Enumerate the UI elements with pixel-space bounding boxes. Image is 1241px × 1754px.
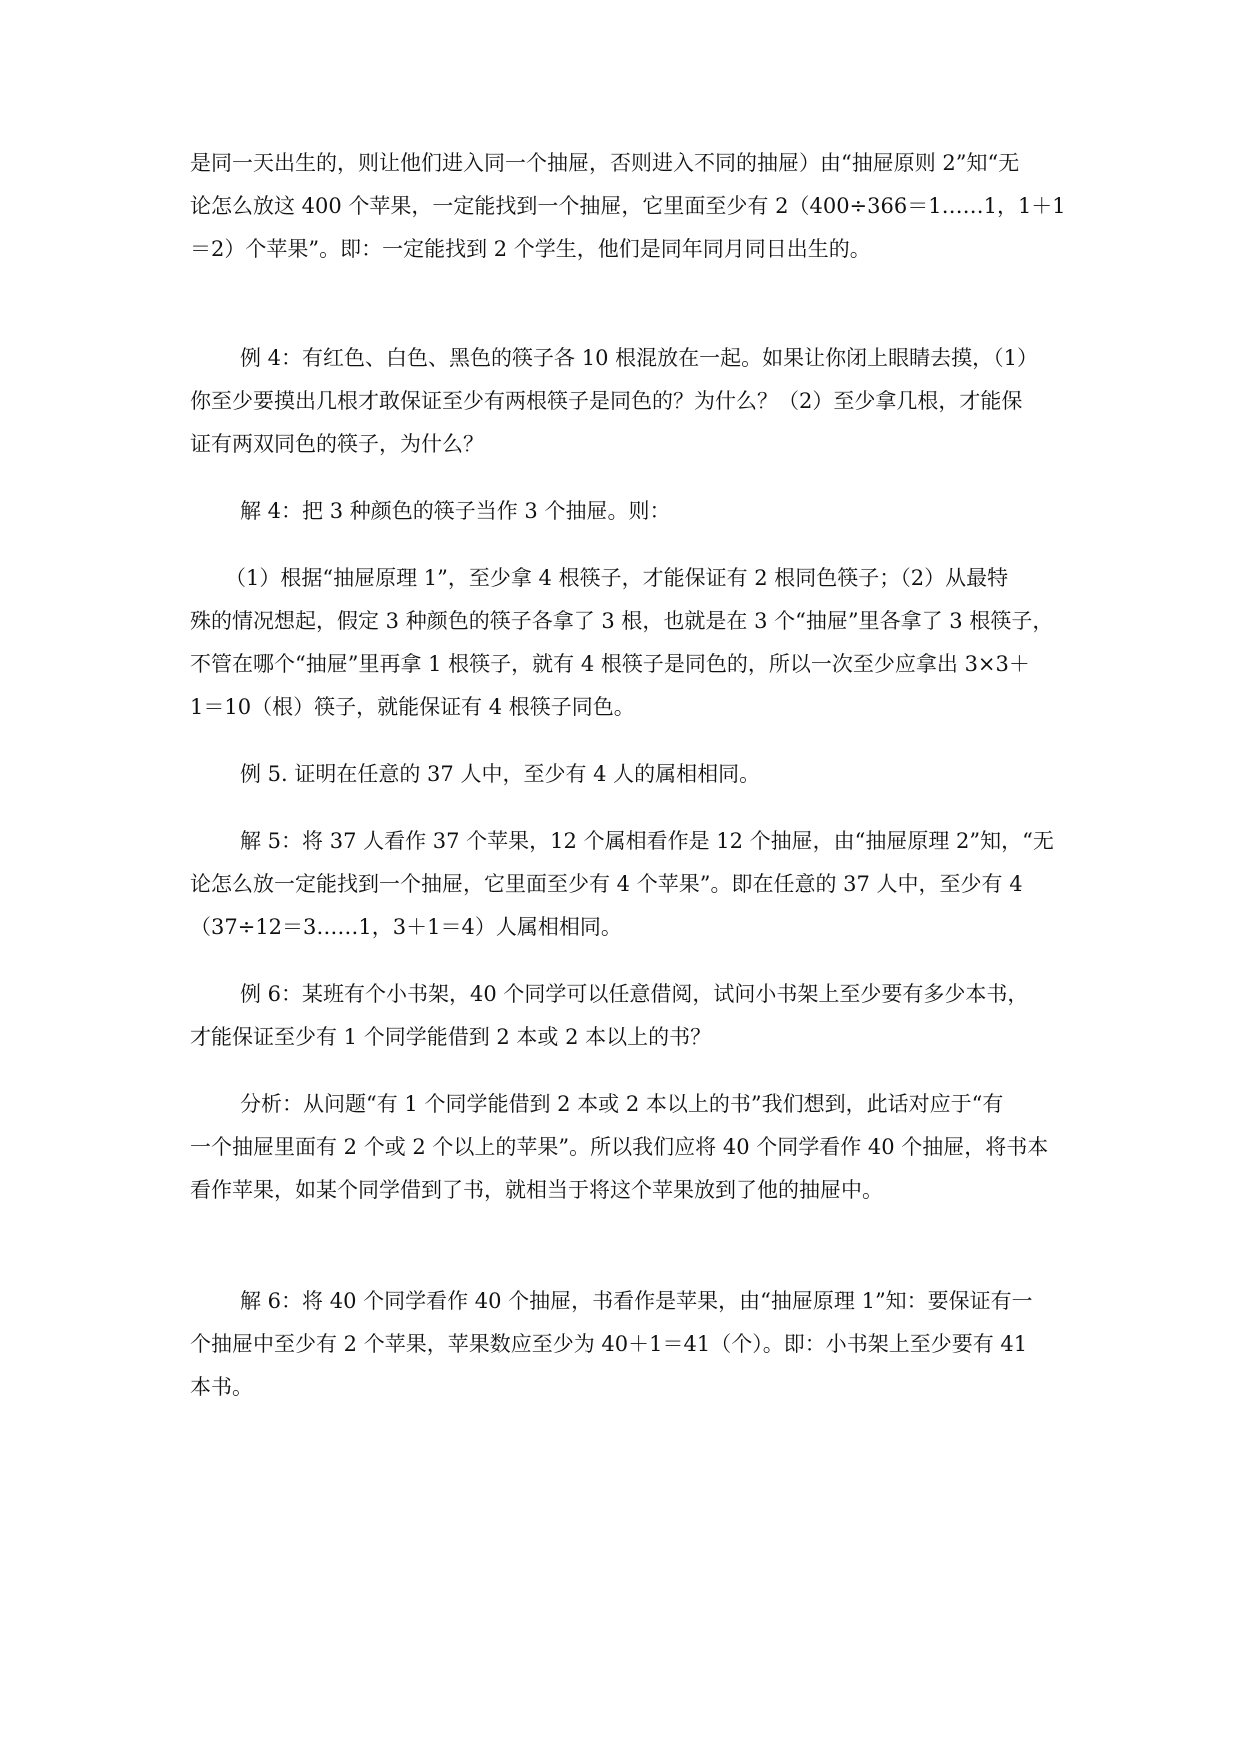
text-line: ＝2）个苹果”。即：一定能找到 2 个学生，他们是同年同月同日出生的。 (190, 237, 871, 261)
text-line: 殊的情况想起，假定 3 种颜色的筷子各拿了 3 根，也就是在 3 个“抽屉”里各拿了 3 根筷子， (190, 609, 1054, 633)
text-line: 一个抽屉里面有 2 个或 2 个以上的苹果”。所以我们应将 40 个同学看作 40 个抽屉，将书本 (190, 1135, 1049, 1159)
text-line: 解 4：把 3 种颜色的筷子当作 3 个抽屉。则： (240, 499, 671, 523)
text-line: 论怎么放这 400 个苹果，一定能找到一个抽屉，它里面至少有 2（400÷366＝1……1，1＋1 (190, 194, 1066, 218)
paragraph-solution-4-intro (190, 490, 1060, 533)
paragraph-solution-6 (190, 1280, 1060, 1409)
paragraph-solution-4 (190, 557, 1060, 729)
text-line: 是同一天出生的，则让他们进入同一个抽屉，否则进入不同的抽屉）由“抽屉原则 2”知“无 (190, 151, 1020, 175)
text-line: 例 5. 证明在任意的 37 人中，至少有 4 人的属相相同。 (240, 762, 761, 786)
text-line: （1）根据“抽屉原理 1”，至少拿 4 根筷子，才能保证有 2 根同色筷子；（2）从最特 (225, 566, 1009, 590)
paragraph-example-4 (190, 337, 1060, 466)
paragraph-solution-5 (190, 820, 1060, 949)
text-line: 分析：从问题“有 1 个同学能借到 2 本或 2 本以上的书”我们想到，此话对应于“有 (240, 1092, 1004, 1116)
text-line: 本书。 (190, 1375, 253, 1399)
paragraph-analysis (190, 1083, 1060, 1212)
text-line: 不管在哪个“抽屉”里再拿 1 根筷子，就有 4 根筷子是同色的，所以一次至少应拿出 3×3＋ (190, 652, 1030, 676)
paragraph-example-6 (190, 973, 1060, 1059)
text-line: 看作苹果，如某个同学借到了书，就相当于将这个苹果放到了他的抽屉中。 (190, 1178, 883, 1202)
text-line: 例 6：某班有个小书架，40 个同学可以任意借阅，试问小书架上至少要有多少本书， (240, 982, 1029, 1006)
text-line: 个抽屉中至少有 2 个苹果，苹果数应至少为 40＋1＝41（个）。即：小书架上至少要有 41 (190, 1332, 1028, 1356)
text-line: 论怎么放一定能找到一个抽屉，它里面至少有 4 个苹果”。即在任意的 37 人中，至少有 4 (190, 872, 1023, 896)
text-line: 证有两双同色的筷子，为什么？ (190, 432, 484, 456)
text-line: 1＝10（根）筷子，就能保证有 4 根筷子同色。 (190, 695, 635, 719)
text-line: 解 6：将 40 个同学看作 40 个抽屉，书看作是苹果，由“抽屉原理 1”知：要保证有一 (240, 1289, 1033, 1313)
text-line: 你至少要摸出几根才敢保证至少有两根筷子是同色的？为什么？（2）至少拿几根，才能保 (190, 389, 1023, 413)
text-line: 例 4：有红色、白色、黑色的筷子各 10 根混放在一起。如果让你闭上眼睛去摸，（1） (240, 346, 1038, 370)
text-line: （37÷12＝3……1，3＋1＝4）人属相相同。 (190, 915, 622, 939)
paragraph-continuation (190, 142, 1066, 271)
paragraph-example-5 (190, 753, 1060, 796)
text-line: 才能保证至少有 1 个同学能借到 2 本或 2 本以上的书？ (190, 1025, 712, 1049)
text-line: 解 5：将 37 人看作 37 个苹果，12 个属相看作是 12 个抽屉，由“抽屉原理 2”知，“无 (240, 829, 1054, 853)
